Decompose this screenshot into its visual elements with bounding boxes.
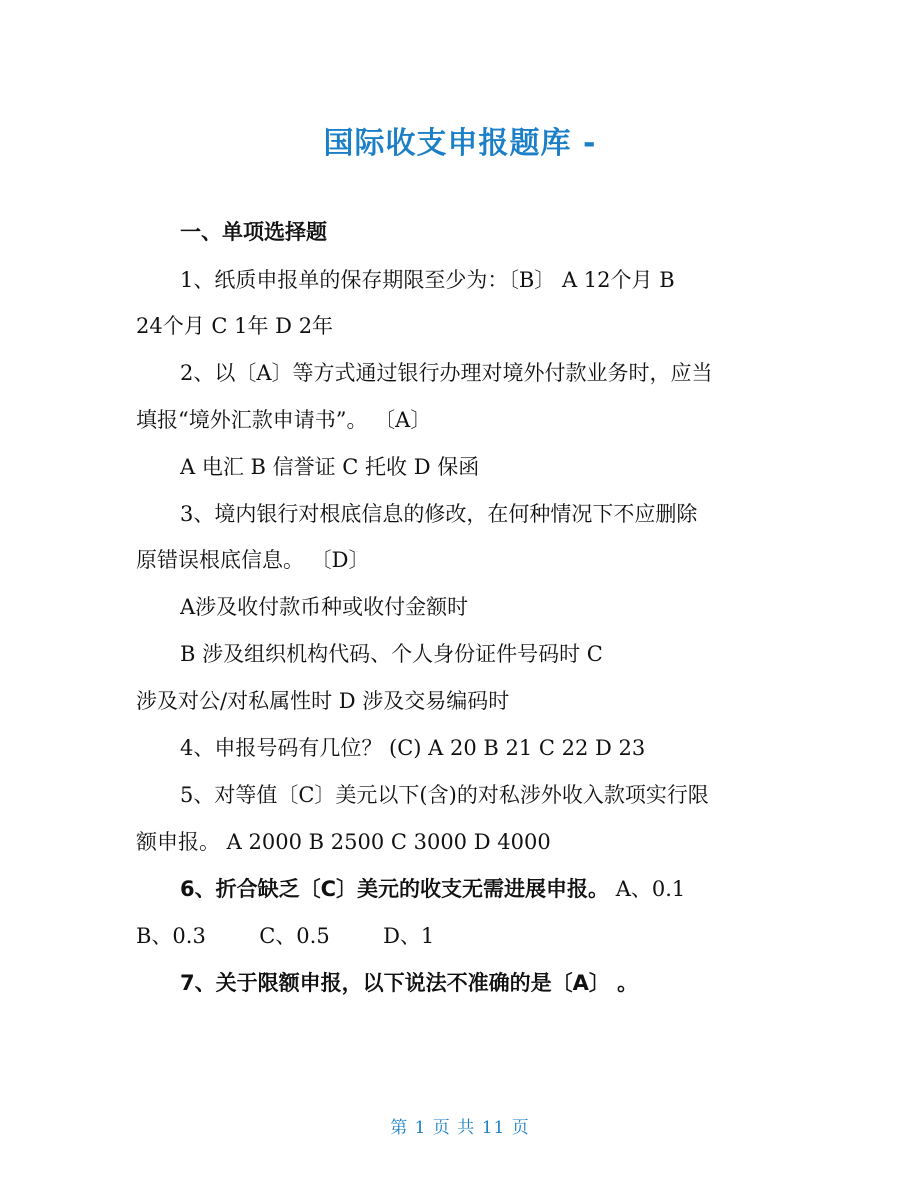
section-heading: 一、单项选择题 <box>180 220 327 244</box>
question-4: 4、申报号码有几位？ (C) A 20 B 21 C 22 D 23 <box>180 736 646 760</box>
question-2-line-2: 填报“境外汇款申请书”。 〔A〕 <box>136 408 432 432</box>
question-2-options: A 电汇 B 信誉证 C 托收 D 保函 <box>180 455 480 479</box>
question-7: 7、关于限额申报，以下说法不准确的是〔A〕 。 <box>180 971 639 995</box>
question-1-line-2: 24个月 C 1年 D 2年 <box>136 314 334 338</box>
question-5-line-2: 额申报。 A 2000 B 2500 C 3000 D 4000 <box>136 830 551 854</box>
question-6-option-a: A、0.1 <box>609 877 686 901</box>
question-3-option-b: B 涉及组织机构代码、个人身份证件号码时 C <box>180 642 603 666</box>
question-3-line-2: 原错误根底信息。 〔D〕 <box>136 548 370 572</box>
question-6-line-2: B、0.3 C、0.5 D、1 <box>136 924 435 948</box>
question-6-stem: 6、折合缺乏〔C〕美元的收支无需进展申报。 <box>180 877 610 901</box>
question-3-option-a: A涉及收付款币种或收付金额时 <box>180 595 469 619</box>
document-title: 国际收支申报题库 - <box>323 126 597 161</box>
question-3-option-c-d: 涉及对公/对私属性时 D 涉及交易编码时 <box>136 689 510 713</box>
question-5-line-1: 5、对等值〔C〕美元以下(含)的对私涉外收入款项实行限 <box>180 783 709 807</box>
question-1-line-1: 1、纸质申报单的保存期限至少为：〔B〕 A 12个月 B <box>180 268 675 292</box>
question-6-line-1 <box>180 874 685 904</box>
page-number-footer: 第 1 页 共 11 页 <box>390 1118 530 1138</box>
question-2-line-1: 2、以〔A〕等方式通过银行办理对境外付款业务时，应当 <box>180 361 713 385</box>
question-3-line-1: 3、境内银行对根底信息的修改，在何种情况下不应删除 <box>180 502 698 526</box>
